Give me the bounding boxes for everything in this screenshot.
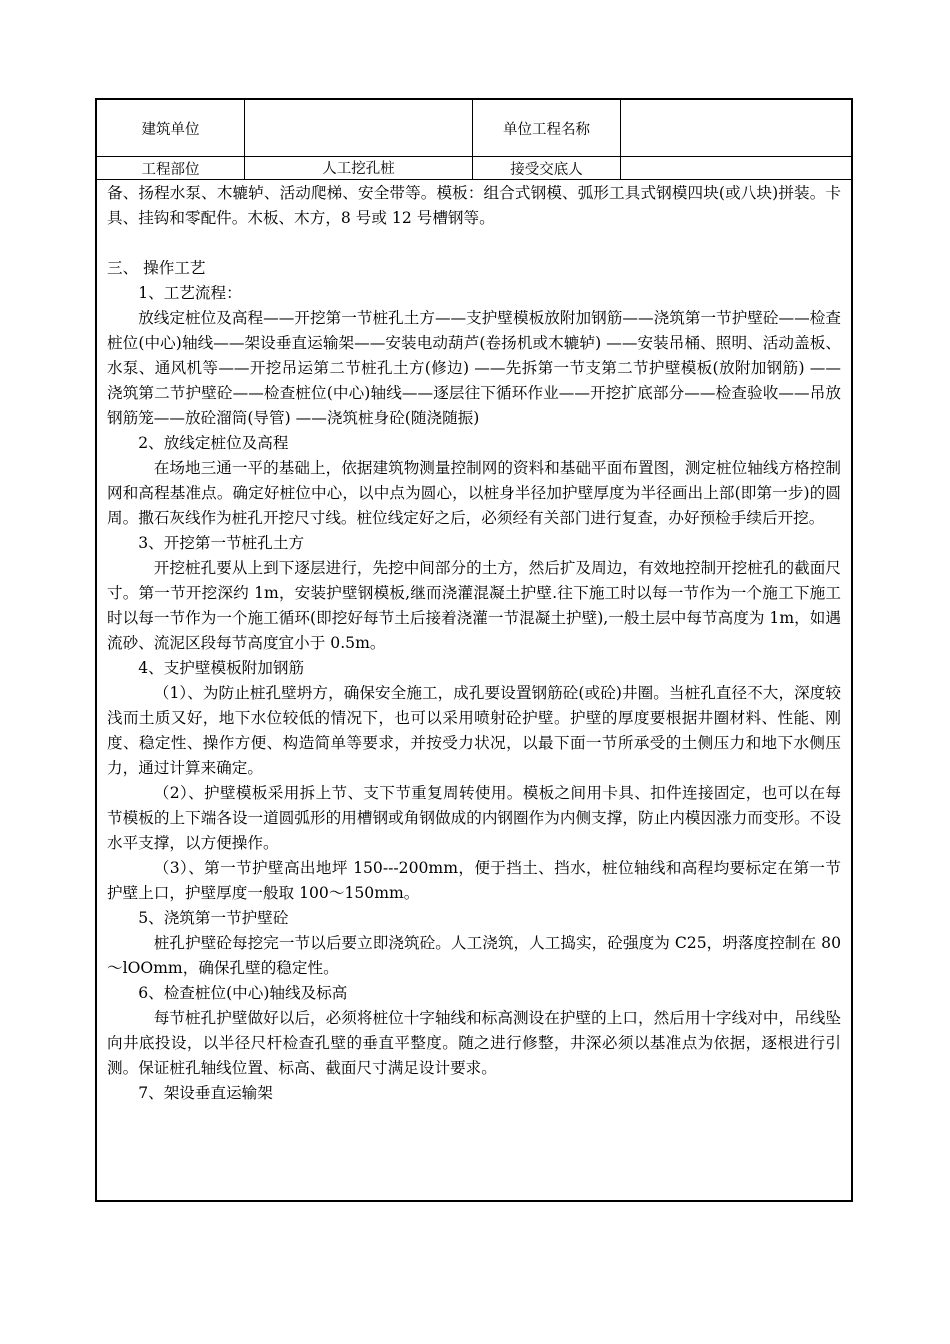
value-project-part: 人工挖孔桩 [245,156,473,179]
label-project-name: 单位工程名称 [473,100,621,156]
subheading-2: 2、放线定桩位及高程 [138,434,289,452]
label-project-part: 工程部位 [97,156,245,179]
paragraph-2: 在场地三通一平的基础上，依据建筑物测量控制网的资料和基础平面布置图，测定桩位轴线方格控制网和高程基准点。确定好桩位中心，以中点为圆心，以桩身半径加护壁厚度为半径画出上部(即第一步)的圆周。撒石灰线作为桩孔开挖尺寸线。桩位线定好之后，必须经有关部门进行复查，办好预检手续后开挖。 [107,459,841,527]
subheading-1: 1、工艺流程： [138,284,242,302]
paragraph-equipment: 备、扬程水泵、木辘轳、活动爬梯、安全带等。模板：组合式钢模、弧形工具式钢模四块(或八块)拼装。卡具、挂钩和零配件。木板、木方，8 号或 12 号槽钢等。 [107,184,841,227]
document-table [95,98,853,1202]
subheading-3: 3、开挖第一节桩孔土方 [138,534,305,552]
paragraph-6: 每节桩孔护壁做好以后，必须将桩位十字轴线和标高测设在护壁的上口，然后用十字线对中，吊线坠向井底投设，以半径尺杆检查孔壁的垂直平整度。随之进行修整，井深必须以基准点为依据，逐根进行引测。保证桩孔轴线位置、标高、截面尺寸满足设计要求。 [107,1009,841,1077]
paragraph-4-2: （2）、护壁模板采用拆上节、支下节重复周转使用。模板之间用卡具、扣件连接固定，也可以在每节模板的上下端各设一道圆弧形的用槽钢或角钢做成的内钢圈作为内侧支撑，防止内模因涨力而变形。不设水平支撑，以方便操作。 [107,784,841,852]
paragraph-5: 桩孔护壁砼每挖完一节以后要立即浇筑砼。人工浇筑，人工捣实，砼强度为 C25，坍落度控制在 80～lOOmm，确保孔壁的稳定性。 [107,934,841,977]
header-row-1 [97,100,851,157]
header-row-2 [97,156,851,180]
subheading-5: 5、浇筑第一节护壁砼 [138,909,289,927]
paragraph-4-3: （3）、第一节护壁高出地坪 150---200mm，便于挡土、挡水，桩位轴线和高程均要标定在第一节护壁上口，护壁厚度一般取 100～150mm。 [107,859,841,902]
label-receiver: 接受交底人 [473,156,621,179]
document-body [107,181,841,1106]
paragraph-flow: 放线定桩位及高程——开挖第一节桩孔土方——支护壁模板放附加钢筋——浇筑第一节护壁砼——检查桩位(中心)轴线——架设垂直运输架——安装电动葫芦(卷扬机或木辘轳) ——安装吊桶、照明、活动盖板、水泵、通风机等——开挖吊运第二节桩孔土方(修边) ——先拆第一节支第二节护壁模板(放附加钢筋) ——浇筑第二节护壁砼——检查桩位(中心)轴线——逐层往下循环作业——开挖扩底部分——检查验收——吊放钢筋笼——放砼溜筒(导管) ——浇筑桩身砼(随浇随振) [107,309,841,427]
value-receiver [621,156,851,179]
subheading-7: 7、架设垂直运输架 [138,1084,273,1102]
section-heading: 三、 操作工艺 [107,259,206,277]
label-construction-unit: 建筑单位 [97,100,245,156]
subheading-4: 4、支护壁模板附加钢筋 [138,659,305,677]
paragraph-4-1: （1）、为防止桩孔壁坍方，确保安全施工，成孔要设置钢筋砼(或砼)井圈。当桩孔直径不大，深度较浅而土质又好，地下水位较低的情况下，也可以采用喷射砼护壁。护壁的厚度要根据井圈材料、性能、刚度、稳定性、操作方便、构造简单等要求，并按受力状况，以最下面一节所承受的土侧压力和地下水侧压力，通过计算来确定。 [107,684,841,777]
paragraph-3: 开挖桩孔要从上到下逐层进行，先挖中间部分的土方，然后扩及周边，有效地控制开挖桩孔的截面尺寸。第一节开挖深约 1m，安装护壁钢模板,继而浇灌混凝土护壁.往下施工时以每一节作为一个施工下施工时以每一节作为一个施工循环(即挖好每节土后接着浇灌一节混凝土护壁),一般土层中每节高度为 1m，如遇流砂、流泥区段每节高度宜小于 0.5m。 [107,559,841,652]
value-project-name [621,100,851,156]
value-construction-unit [245,100,473,156]
blank-line [107,231,841,256]
subheading-6: 6、检查桩位(中心)轴线及标高 [138,984,348,1002]
